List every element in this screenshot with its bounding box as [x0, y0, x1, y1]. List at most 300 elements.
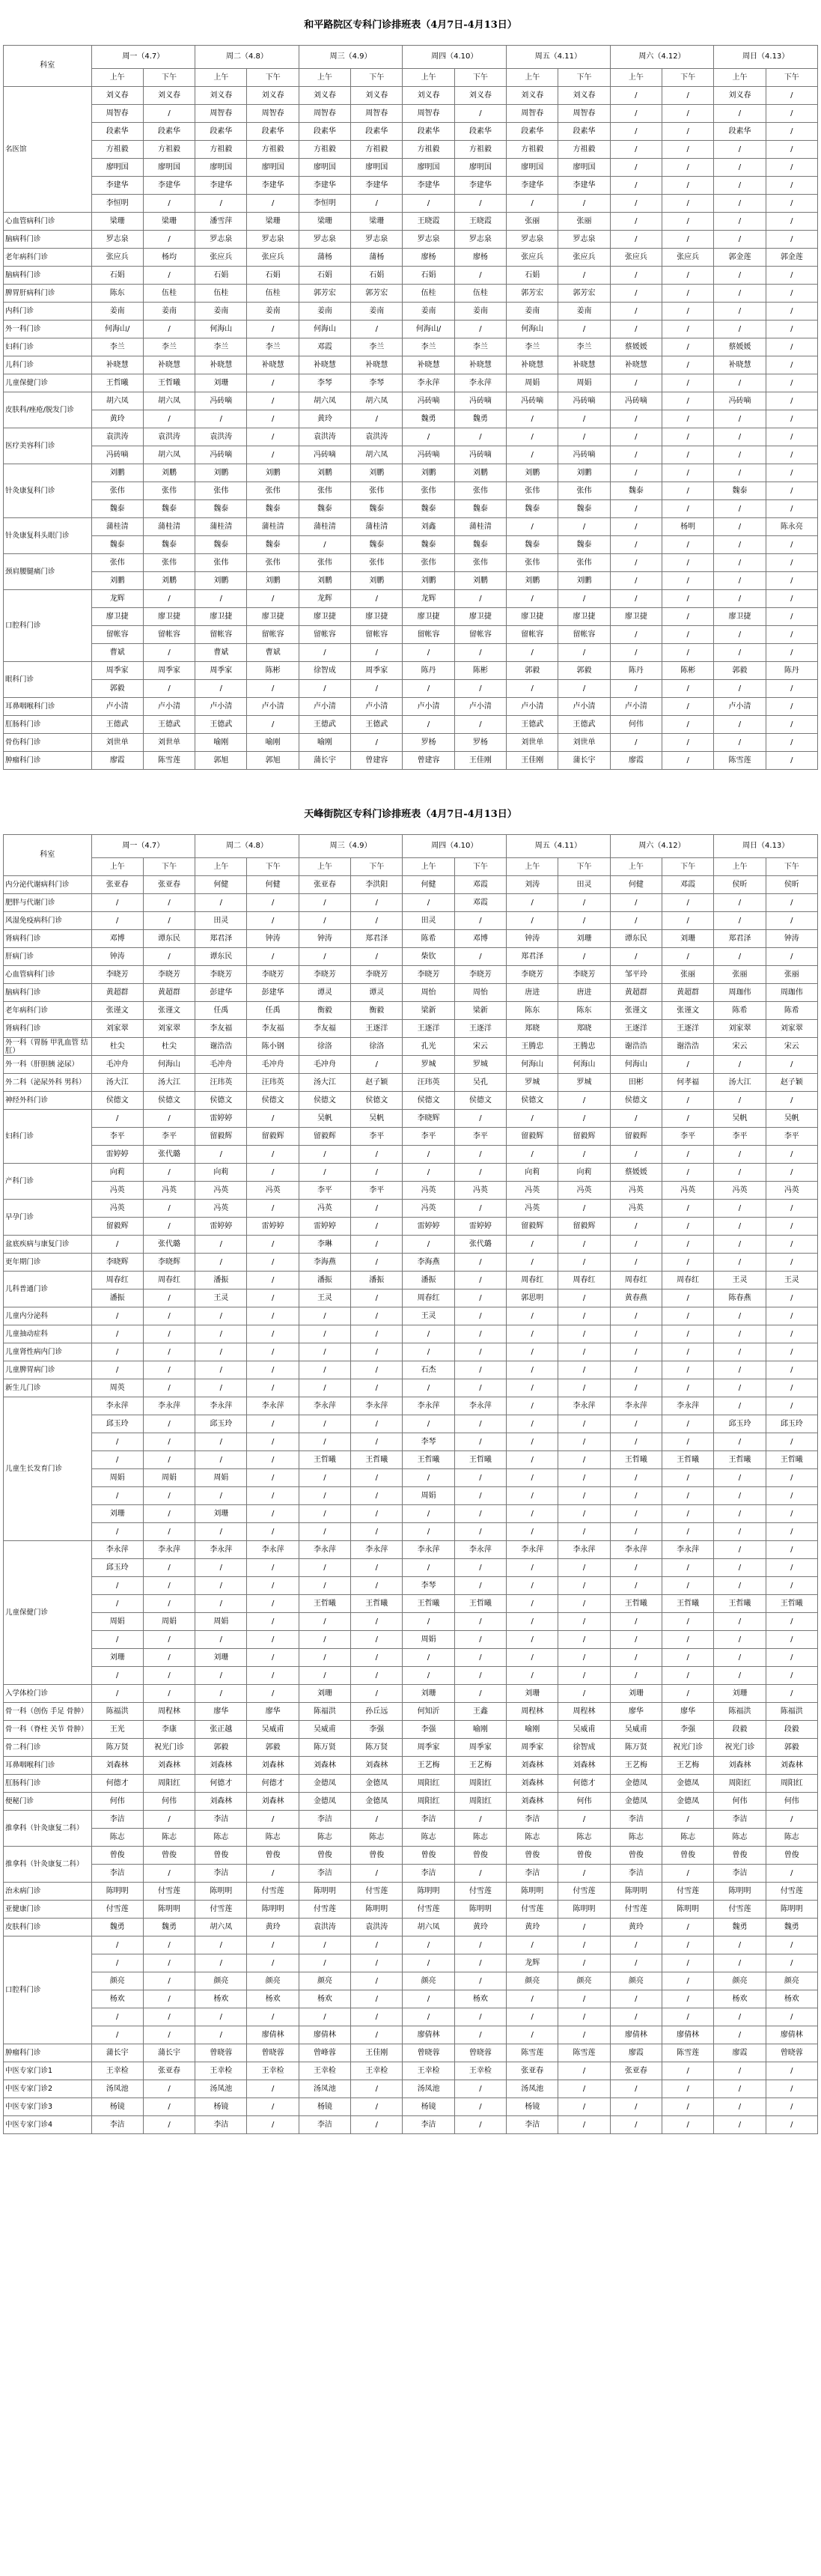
doctor-cell: /	[662, 87, 714, 105]
doctor-cell: /	[714, 1631, 766, 1649]
doctor-cell: /	[610, 536, 662, 554]
schedule-row	[4, 1972, 818, 1990]
doctor-cell: 廖华	[247, 1703, 299, 1721]
doctor-cell: 罗志泉	[507, 231, 558, 249]
doctor-cell: 黄玲	[507, 1919, 558, 1936]
schedule-row	[4, 1739, 818, 1757]
doctor-cell: /	[507, 894, 558, 912]
doctor-cell: /	[507, 2008, 558, 2026]
schedule-row	[4, 1775, 818, 1793]
doctor-cell: /	[662, 1146, 714, 1164]
doctor-cell: /	[91, 1595, 143, 1613]
doctor-cell: 王德武	[143, 716, 195, 734]
doctor-cell: 祝光门诊	[662, 1739, 714, 1757]
doctor-cell: 何知沂	[403, 1703, 454, 1721]
doctor-cell: /	[558, 1325, 610, 1343]
doctor-cell: /	[247, 2116, 299, 2134]
doctor-cell: /	[454, 1415, 506, 1433]
doctor-cell: /	[610, 554, 662, 572]
doctor-cell: /	[507, 1433, 558, 1451]
doctor-cell: /	[662, 482, 714, 500]
doctor-cell: /	[766, 500, 817, 518]
doctor-cell: 留毅辉	[299, 1128, 350, 1146]
doctor-cell: 冯英	[195, 1200, 247, 1218]
day-header: 周六（4.12）	[610, 835, 714, 858]
doctor-cell: /	[143, 1487, 195, 1505]
doctor-cell: /	[247, 195, 299, 213]
doctor-cell: /	[247, 1954, 299, 1972]
doctor-cell: /	[351, 1631, 403, 1649]
dept-name: 外一科（胃肠 甲乳血管 结肛）	[4, 1038, 92, 1056]
doctor-cell: /	[247, 590, 299, 608]
doctor-cell: /	[714, 1523, 766, 1541]
schedule-row	[4, 554, 818, 572]
doctor-cell: 张丽	[662, 966, 714, 984]
doctor-cell: 廖卫捷	[91, 608, 143, 626]
doctor-cell: 陈志	[454, 1829, 506, 1847]
doctor-cell: /	[662, 123, 714, 141]
doctor-cell: 留帐容	[351, 626, 403, 644]
doctor-cell: 留毅辉	[558, 1218, 610, 1236]
doctor-cell: /	[662, 752, 714, 770]
doctor-cell: /	[91, 1343, 143, 1361]
doctor-cell: 冯砖嘀	[454, 446, 506, 464]
doctor-cell: 卢小清	[507, 698, 558, 716]
doctor-cell: /	[714, 1954, 766, 1972]
doctor-cell: /	[247, 446, 299, 464]
doctor-cell: /	[454, 1505, 506, 1523]
schedule-row	[4, 752, 818, 770]
doctor-cell: 魏泰	[403, 500, 454, 518]
doctor-cell: /	[558, 1254, 610, 1272]
slot-pm-header: 下午	[558, 69, 610, 87]
doctor-cell: 方祖毅	[143, 141, 195, 159]
doctor-cell: 李永萍	[610, 1541, 662, 1559]
doctor-cell: 汪玮英	[403, 1074, 454, 1092]
doctor-cell: /	[195, 680, 247, 698]
doctor-cell: /	[454, 1361, 506, 1379]
doctor-cell: 郭毅	[507, 662, 558, 680]
doctor-cell: /	[558, 1200, 610, 1218]
doctor-cell: /	[662, 213, 714, 231]
schedule-row	[4, 1433, 818, 1451]
doctor-cell: 刘义春	[91, 87, 143, 105]
doctor-cell: 曹斌	[247, 644, 299, 662]
dept-name: 名医馆	[4, 87, 92, 213]
doctor-cell: /	[143, 1164, 195, 1182]
slot-pm-header: 下午	[558, 858, 610, 876]
doctor-cell: /	[403, 1164, 454, 1182]
doctor-cell: 陈明明	[195, 1883, 247, 1901]
doctor-cell: 曾建容	[351, 752, 403, 770]
doctor-cell: 李洁	[403, 2116, 454, 2134]
doctor-cell: /	[351, 1667, 403, 1685]
doctor-cell: 李平	[351, 1128, 403, 1146]
doctor-cell: 郭旭	[247, 752, 299, 770]
doctor-cell: /	[662, 1631, 714, 1649]
doctor-cell: /	[454, 912, 506, 930]
doctor-cell: 李永萍	[143, 1541, 195, 1559]
doctor-cell: 陈明明	[403, 1883, 454, 1901]
doctor-cell: 李兰	[351, 338, 403, 356]
doctor-cell: 郭芳宏	[507, 285, 558, 303]
doctor-cell: 陈万贤	[610, 1739, 662, 1757]
doctor-cell: /	[247, 1433, 299, 1451]
doctor-cell: /	[195, 1307, 247, 1325]
doctor-cell: /	[351, 1307, 403, 1325]
doctor-cell: 周阳红	[714, 1775, 766, 1793]
doctor-cell: 留毅辉	[610, 1128, 662, 1146]
schedule-row	[4, 1793, 818, 1811]
doctor-cell: /	[454, 1577, 506, 1595]
doctor-cell: /	[299, 1325, 350, 1343]
doctor-cell: 李平	[766, 1128, 817, 1146]
doctor-cell: 刘鹏	[299, 572, 350, 590]
doctor-cell: 郑君泽	[714, 930, 766, 948]
doctor-cell: 颜亮	[91, 1972, 143, 1990]
doctor-cell: 陈希	[714, 1002, 766, 1020]
doctor-cell: /	[558, 321, 610, 338]
doctor-cell: /	[351, 1343, 403, 1361]
schedule-row	[4, 1703, 818, 1721]
doctor-cell: 陈明明	[91, 1883, 143, 1901]
doctor-cell: /	[766, 1631, 817, 1649]
doctor-cell: /	[766, 338, 817, 356]
doctor-cell: /	[662, 1936, 714, 1954]
dept-name: 老年病科门诊	[4, 249, 92, 267]
doctor-cell: 李平	[662, 1128, 714, 1146]
doctor-cell: /	[143, 1451, 195, 1469]
doctor-cell: 冯英	[403, 1200, 454, 1218]
doctor-cell: 胡六凤	[351, 392, 403, 410]
doctor-cell: 周智春	[558, 105, 610, 123]
doctor-cell: /	[610, 410, 662, 428]
doctor-cell: 冯砖嘀	[195, 392, 247, 410]
doctor-cell: /	[143, 267, 195, 285]
doctor-cell: 梁珊	[299, 213, 350, 231]
doctor-cell: 李永萍	[91, 1541, 143, 1559]
doctor-cell: /	[610, 213, 662, 231]
doctor-cell: 王幸检	[91, 2062, 143, 2080]
doctor-cell: 雷婷婷	[91, 1146, 143, 1164]
doctor-cell: 罗杨	[403, 734, 454, 752]
doctor-cell: /	[558, 1631, 610, 1649]
doctor-cell: /	[507, 2026, 558, 2044]
doctor-cell: /	[610, 1146, 662, 1164]
doctor-cell: 雷婷婷	[299, 1218, 350, 1236]
doctor-cell: /	[143, 2098, 195, 2116]
dept-name: 肥胖与代谢门诊	[4, 894, 92, 912]
doctor-cell: 邓霞	[299, 338, 350, 356]
doctor-cell: 周娟	[558, 374, 610, 392]
doctor-cell: 刘鹏	[558, 572, 610, 590]
doctor-cell: /	[403, 716, 454, 734]
doctor-cell: 吴帆	[714, 1110, 766, 1128]
doctor-cell: /	[299, 536, 350, 554]
doctor-cell: 李兰	[143, 338, 195, 356]
doctor-cell: 刘鹏	[195, 464, 247, 482]
doctor-cell: 陈彬	[454, 662, 506, 680]
doctor-cell: 孔光	[403, 1038, 454, 1056]
doctor-cell: 汤凤池	[507, 2080, 558, 2098]
dept-name: 外二科（泌尿外科 男科）	[4, 1074, 92, 1092]
doctor-cell: 刘家翠	[766, 1020, 817, 1038]
doctor-cell: /	[454, 716, 506, 734]
slot-pm-header: 下午	[247, 69, 299, 87]
day-header: 周三（4.9）	[299, 46, 403, 69]
schedule-row	[4, 303, 818, 321]
doctor-cell: 廖卫捷	[143, 608, 195, 626]
doctor-cell: /	[714, 1613, 766, 1631]
doctor-cell: /	[454, 948, 506, 966]
doctor-cell: /	[766, 123, 817, 141]
dept-name: 肿瘤科门诊	[4, 752, 92, 770]
doctor-cell: /	[714, 1361, 766, 1379]
doctor-cell: 冯英	[195, 1182, 247, 1200]
doctor-cell: /	[714, 1254, 766, 1272]
doctor-cell: 留帐容	[195, 626, 247, 644]
dept-name: 风湿免疫病科门诊	[4, 912, 92, 930]
doctor-cell: 罗志泉	[299, 231, 350, 249]
doctor-cell: /	[299, 1433, 350, 1451]
doctor-cell: /	[195, 1936, 247, 1954]
doctor-cell: 王佳刚	[351, 2044, 403, 2062]
doctor-cell: 谭灵	[351, 984, 403, 1002]
doctor-cell: 冯砖嘀	[195, 446, 247, 464]
doctor-cell: 祝光门诊	[714, 1739, 766, 1757]
doctor-cell: 陈福洪	[299, 1703, 350, 1721]
doctor-cell: /	[351, 1361, 403, 1379]
doctor-cell: /	[558, 1505, 610, 1523]
doctor-cell: /	[662, 2098, 714, 2116]
doctor-cell: /	[662, 698, 714, 716]
doctor-cell: /	[351, 1954, 403, 1972]
schedule-row	[4, 213, 818, 231]
doctor-cell: /	[143, 1325, 195, 1343]
doctor-cell: /	[558, 1649, 610, 1667]
doctor-cell: /	[766, 1289, 817, 1307]
doctor-cell: 魏泰	[91, 500, 143, 518]
doctor-cell: 李洁	[91, 2116, 143, 2134]
doctor-cell: 刘世单	[507, 734, 558, 752]
doctor-cell: /	[299, 644, 350, 662]
doctor-cell: 李永萍	[403, 1397, 454, 1415]
doctor-cell: 张应兵	[558, 249, 610, 267]
doctor-cell: 钟涛	[766, 930, 817, 948]
doctor-cell: /	[454, 1343, 506, 1361]
doctor-cell: 李晓芳	[91, 966, 143, 984]
doctor-cell: /	[714, 626, 766, 644]
doctor-cell: 杨镜	[195, 2098, 247, 2116]
doctor-cell: /	[247, 2098, 299, 2116]
doctor-cell: /	[403, 1649, 454, 1667]
doctor-cell: 冯砖嘀	[454, 392, 506, 410]
schedule-row	[4, 536, 818, 554]
doctor-cell: /	[454, 1254, 506, 1272]
doctor-cell: /	[714, 267, 766, 285]
doctor-cell: /	[91, 1577, 143, 1595]
doctor-cell: 冯砖嘀	[299, 446, 350, 464]
doctor-cell: 邱玉玲	[714, 1415, 766, 1433]
doctor-cell: 杨镜	[299, 2098, 350, 2116]
doctor-cell: 补晓慧	[351, 356, 403, 374]
dept-name: 耳鼻咽喉科门诊	[4, 1757, 92, 1775]
doctor-cell: /	[195, 1523, 247, 1541]
doctor-cell: 廖明国	[558, 159, 610, 177]
doctor-cell: 陈志	[195, 1829, 247, 1847]
doctor-cell: 何健	[247, 876, 299, 894]
doctor-cell: /	[610, 285, 662, 303]
doctor-cell: /	[299, 1487, 350, 1505]
doctor-cell: 陈万贤	[299, 1739, 350, 1757]
doctor-cell: /	[558, 1865, 610, 1883]
doctor-cell: 杨镜	[507, 2098, 558, 2116]
doctor-cell: 留毅辉	[195, 1128, 247, 1146]
doctor-cell: 李建华	[351, 177, 403, 195]
doctor-cell: /	[454, 267, 506, 285]
doctor-cell: /	[766, 2008, 817, 2026]
doctor-cell: /	[714, 1667, 766, 1685]
doctor-cell: /	[662, 356, 714, 374]
doctor-cell: 陈志	[247, 1829, 299, 1847]
dept-name: 儿童肾性病内门诊	[4, 1343, 92, 1361]
doctor-cell: 魏泰	[714, 482, 766, 500]
doctor-cell: 胡六凤	[351, 446, 403, 464]
schedule-row	[4, 626, 818, 644]
doctor-cell: 王哲曦	[610, 1451, 662, 1469]
doctor-cell: 王逐洋	[610, 1020, 662, 1038]
doctor-cell: 王哲曦	[766, 1451, 817, 1469]
doctor-cell: 吴帆	[766, 1110, 817, 1128]
doctor-cell: 周季家	[403, 1739, 454, 1757]
doctor-cell: 廖霞	[610, 2044, 662, 2062]
schedule-row	[4, 1901, 818, 1919]
doctor-cell: /	[558, 1990, 610, 2008]
doctor-cell: /	[610, 644, 662, 662]
doctor-cell: /	[714, 1379, 766, 1397]
doctor-cell: 陈雪莲	[143, 752, 195, 770]
doctor-cell: 廖卫捷	[247, 608, 299, 626]
dept-name: 中医专家门诊4	[4, 2116, 92, 2134]
doctor-cell: 周阳红	[403, 1793, 454, 1811]
doctor-cell: 侯德文	[403, 1092, 454, 1110]
doctor-cell: 曾晓蓉	[195, 2044, 247, 2062]
doctor-cell: /	[610, 518, 662, 536]
doctor-cell: /	[507, 1559, 558, 1577]
doctor-cell: 刘鹏	[454, 572, 506, 590]
doctor-cell: 留帐容	[507, 626, 558, 644]
doctor-cell: /	[766, 321, 817, 338]
doctor-cell: 袁洪涛	[351, 1919, 403, 1936]
doctor-cell: /	[454, 1613, 506, 1631]
doctor-cell: 毛冲舟	[299, 1056, 350, 1074]
doctor-cell: 刘珊	[195, 374, 247, 392]
doctor-cell: /	[714, 1236, 766, 1254]
doctor-cell: /	[143, 590, 195, 608]
doctor-cell: 王晓霞	[403, 213, 454, 231]
doctor-cell: 周季家	[454, 1739, 506, 1757]
doctor-cell: 曾晓蓉	[454, 2044, 506, 2062]
doctor-cell: /	[714, 464, 766, 482]
doctor-cell: 杨欢	[195, 1990, 247, 2008]
doctor-cell: 陈明明	[558, 1901, 610, 1919]
doctor-cell: /	[351, 1236, 403, 1254]
doctor-cell: /	[195, 195, 247, 213]
doctor-cell: 姜南	[195, 303, 247, 321]
doctor-cell: /	[507, 1379, 558, 1397]
schedule-row	[4, 2026, 818, 2044]
doctor-cell: /	[507, 1990, 558, 2008]
doctor-cell: 曾晓蓉	[403, 2044, 454, 2062]
doctor-cell: /	[454, 1379, 506, 1397]
doctor-cell: 蒲杨	[299, 249, 350, 267]
doctor-cell: 李强	[403, 1721, 454, 1739]
schedule-row	[4, 1128, 818, 1146]
doctor-cell: /	[299, 1343, 350, 1361]
doctor-cell: /	[714, 2116, 766, 2134]
doctor-cell: 留毅辉	[558, 1128, 610, 1146]
doctor-cell: 周娟	[195, 1469, 247, 1487]
doctor-cell: 冯砖嘀	[558, 392, 610, 410]
doctor-cell: 周程林	[143, 1703, 195, 1721]
doctor-cell: /	[662, 159, 714, 177]
doctor-cell: /	[454, 1631, 506, 1649]
doctor-cell: 刘森林	[507, 1757, 558, 1775]
doctor-cell: 张丽	[714, 966, 766, 984]
doctor-cell: 李洁	[91, 1865, 143, 1883]
schedule-row	[4, 1092, 818, 1110]
doctor-cell: /	[143, 1433, 195, 1451]
doctor-cell: 刘森林	[766, 1757, 817, 1775]
doctor-cell: 孙丘远	[351, 1703, 403, 1721]
doctor-cell: /	[351, 1505, 403, 1523]
doctor-cell: 蒲长宇	[558, 752, 610, 770]
doctor-cell: 汪玮英	[195, 1074, 247, 1092]
schedule-row	[4, 249, 818, 267]
schedule-row	[4, 1667, 818, 1685]
doctor-cell: 王德武	[351, 716, 403, 734]
doctor-cell: /	[714, 1200, 766, 1218]
doctor-cell: 金德凤	[662, 1775, 714, 1793]
schedule-row	[4, 177, 818, 195]
doctor-cell: /	[403, 644, 454, 662]
doctor-cell: 陈春燕	[714, 1289, 766, 1307]
doctor-cell: 陈希	[766, 1002, 817, 1020]
doctor-cell: 刘珊	[91, 1505, 143, 1523]
doctor-cell: 李友福	[247, 1020, 299, 1038]
doctor-cell: 杜尖	[143, 1038, 195, 1056]
doctor-cell: /	[558, 1523, 610, 1541]
doctor-cell: 李建华	[143, 177, 195, 195]
doctor-cell: 钟涛	[247, 930, 299, 948]
doctor-cell: /	[714, 141, 766, 159]
doctor-cell: 李恒明	[299, 195, 350, 213]
doctor-cell: 李平	[91, 1128, 143, 1146]
doctor-cell: /	[662, 1505, 714, 1523]
doctor-cell: 陈志	[507, 1829, 558, 1847]
doctor-cell: 冯砖嘀	[403, 446, 454, 464]
schedule-row	[4, 1038, 818, 1056]
doctor-cell: 王哲曦	[454, 1595, 506, 1613]
doctor-cell: 杨欢	[247, 1990, 299, 2008]
doctor-cell: 刘森林	[91, 1757, 143, 1775]
doctor-cell: 冯英	[247, 1182, 299, 1200]
schedule-row	[4, 1325, 818, 1343]
doctor-cell: 罗志泉	[558, 231, 610, 249]
doctor-cell: /	[714, 572, 766, 590]
doctor-cell: 侯德文	[91, 1092, 143, 1110]
schedule-row	[4, 1721, 818, 1739]
